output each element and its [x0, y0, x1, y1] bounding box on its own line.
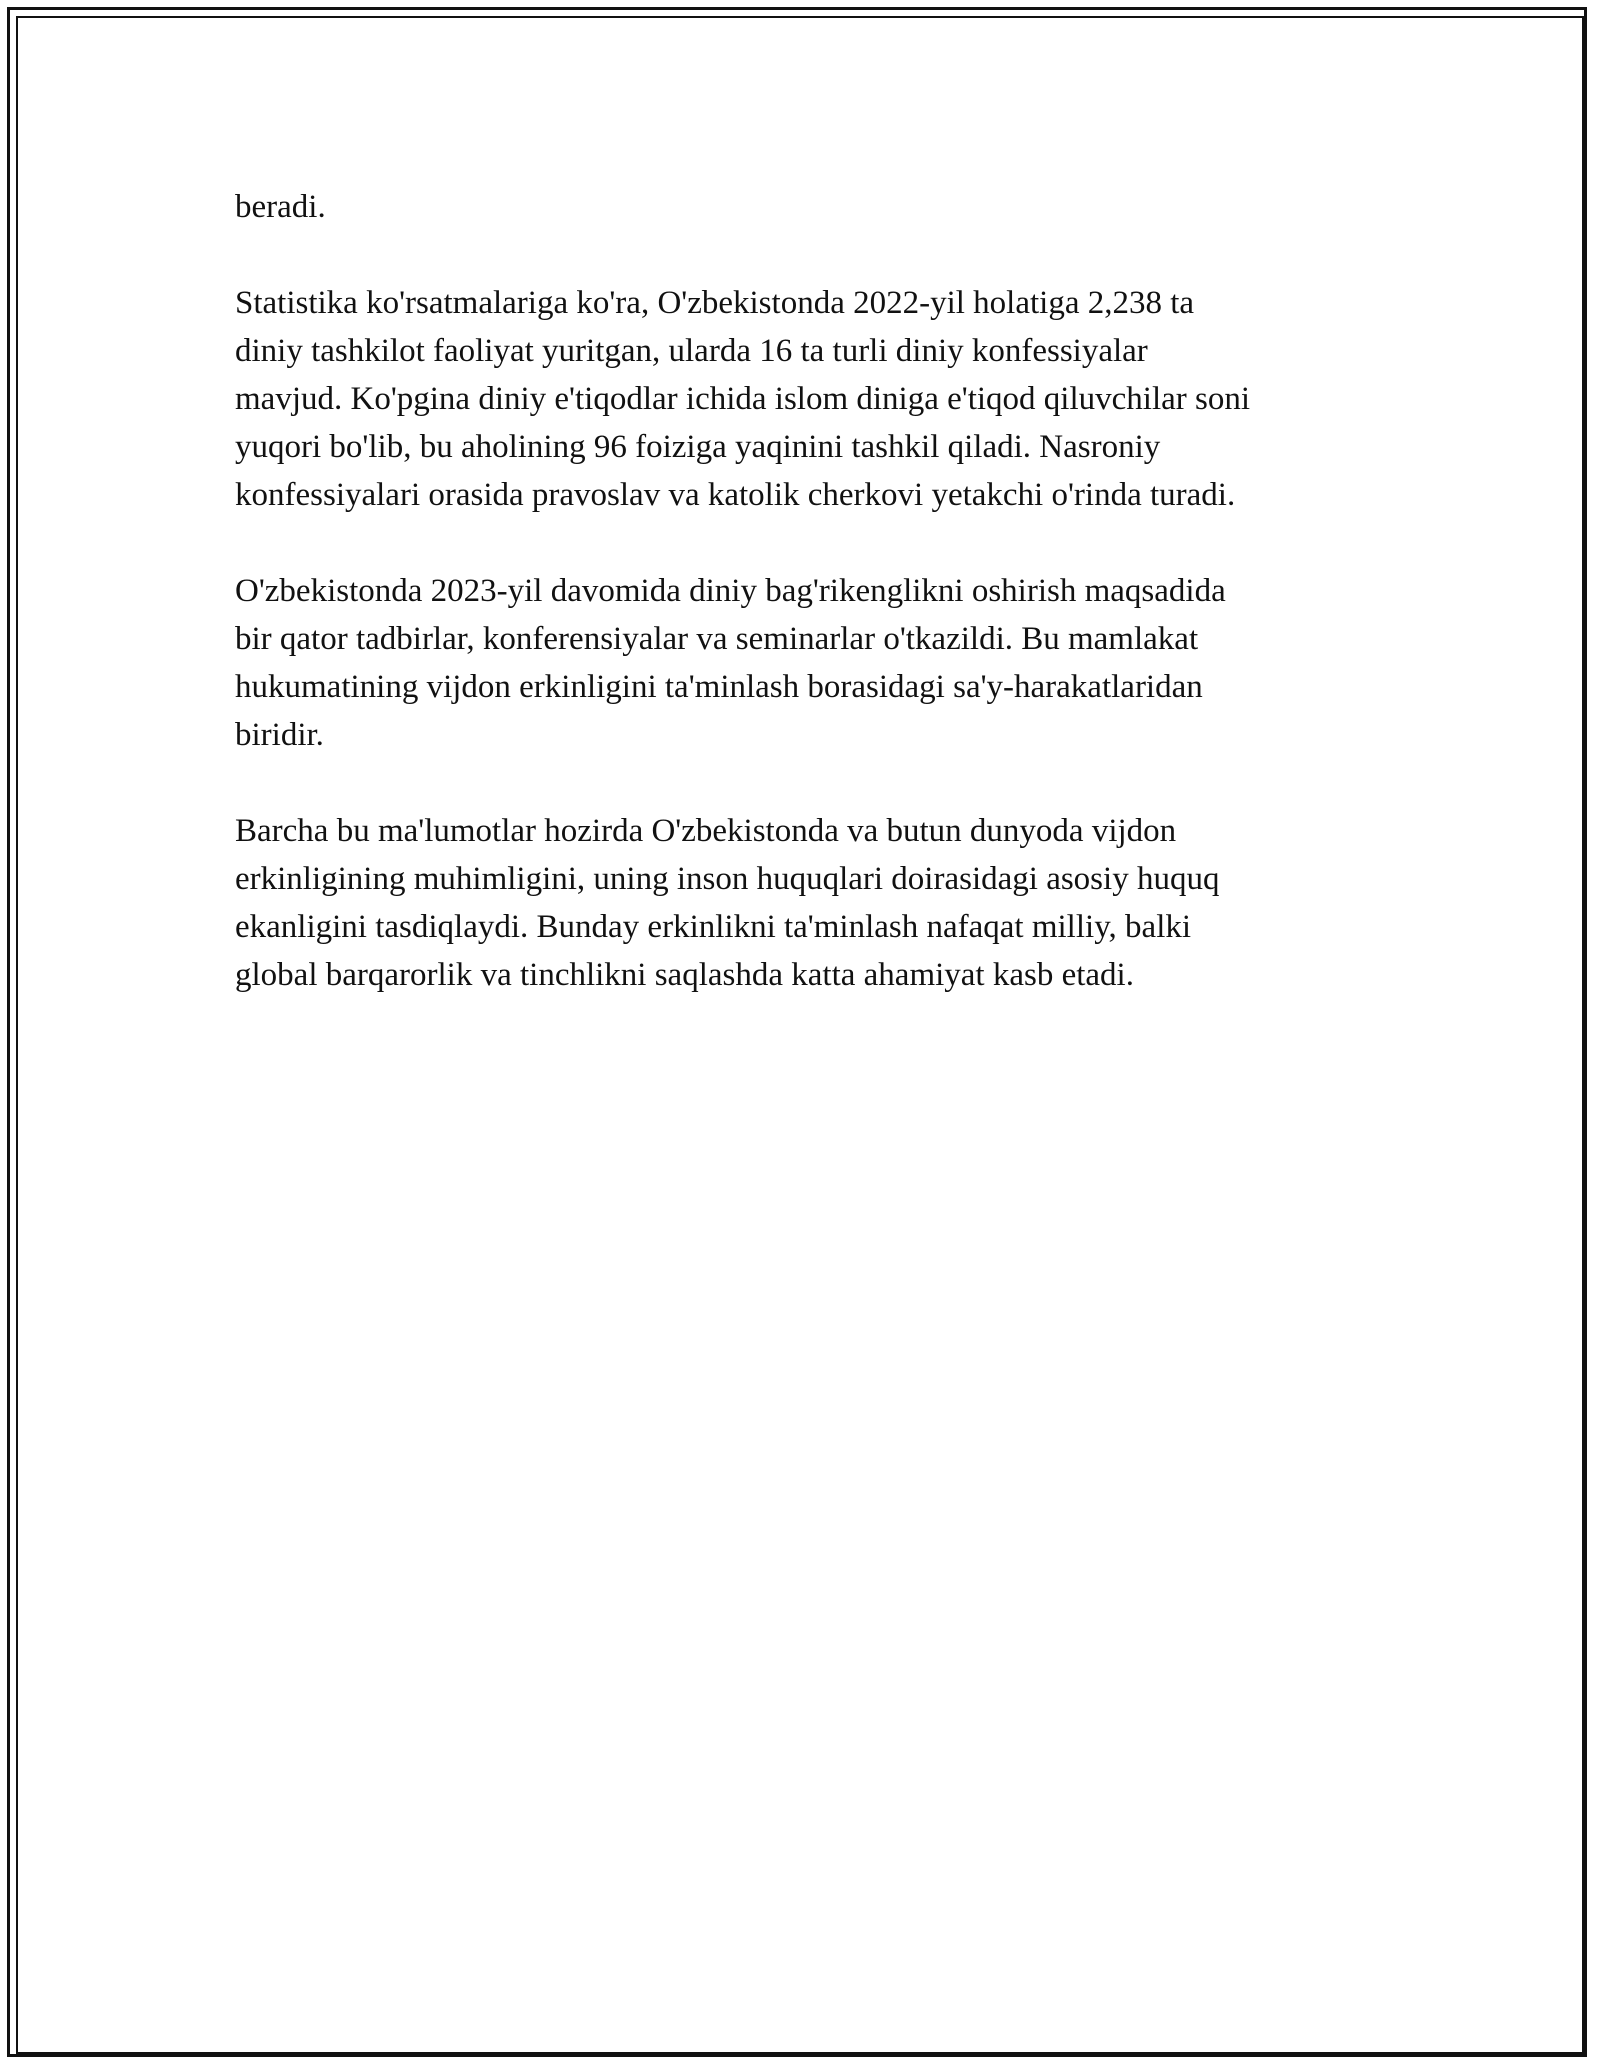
document-body: [235, 183, 1385, 1047]
paragraph-continuation: beradi.: [235, 189, 326, 225]
paragraph-events-2023: O'zbekistonda 2023-yil davomida diniy bag'rikenglikni oshirish maqsadida bir qator tadbirlar, konferensiyalar va seminarlar o'tkazildi. Bu mamlakat hukumatining vijdon erkinligini ta'minlash borasidagi sa'y-harakatlaridan biridir.: [235, 573, 1226, 753]
paragraph-conclusion: Barcha bu ma'lumotlar hozirda O'zbekistonda va butun dunyoda vijdon erkinligining muhimligini, uning inson huquqlari doirasidagi asosiy huquq ekanligini tasdiqlaydi. Bunday erkinlikni ta'minlash nafaqat milliy, balki global barqarorlik va tinchlikni saqlashda katta ahamiyat kasb etadi.: [235, 813, 1220, 993]
paragraph-statistics: Statistika ko'rsatmalariga ko'ra, O'zbekistonda 2022-yil holatiga 2,238 ta diniy tashkilot faoliyat yuritgan, ularda 16 ta turli diniy konfessiyalar mavjud. Ko'pgina diniy e'tiqodlar ichida islom diniga e'tiqod qiluvchilar soni yuqori bo'lib, bu aholining 96 foiziga yaqinini tashkil qiladi. Nasroniy konfessiyalari orasida pravoslav va katolik cherkovi yetakchi o'rinda turadi.: [235, 285, 1251, 513]
